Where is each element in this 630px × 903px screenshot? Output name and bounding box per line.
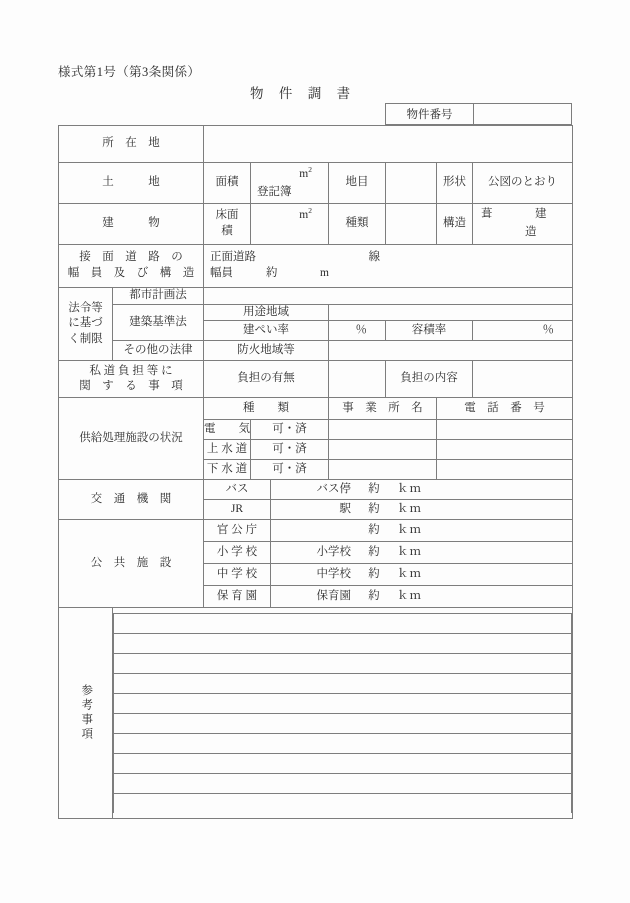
- utility-office[interactable]: [329, 440, 437, 460]
- fire-zone-label: 防火地域等: [204, 341, 329, 361]
- land-shape-value[interactable]: 公図のとおり: [473, 163, 573, 204]
- form-code: 様式第1号（第3条関係）: [58, 65, 201, 79]
- facility-kind: 官 公 庁: [204, 520, 271, 542]
- facility-approx: 約: [368, 545, 380, 558]
- location-label: 所 在 地: [59, 126, 204, 163]
- utility-status[interactable]: 可・済: [251, 440, 329, 460]
- building-standards-label: 建築基準法: [113, 304, 204, 341]
- front-road-label: 正面道路: [210, 251, 256, 264]
- notes-line-row: [114, 774, 572, 794]
- public-facilities-label: 公 共 施 設: [59, 520, 204, 608]
- building-structure-value[interactable]: [473, 204, 573, 245]
- utility-phone[interactable]: [437, 420, 573, 440]
- transit-mode: JR: [204, 500, 271, 520]
- table-row-notes: [59, 608, 573, 819]
- road-front-line: [210, 250, 566, 266]
- facility-detail[interactable]: [271, 586, 573, 608]
- utility-name: 電 気: [204, 420, 251, 440]
- notes-line-8[interactable]: [114, 754, 572, 774]
- transit-detail[interactable]: [271, 480, 573, 500]
- property-survey-table: [58, 125, 573, 819]
- location-value[interactable]: [204, 126, 573, 163]
- notes-line-7[interactable]: [114, 734, 572, 754]
- transit-mode: バス: [204, 480, 271, 500]
- structure-zo: 造: [525, 226, 537, 238]
- notes-line-row: [114, 694, 572, 714]
- transit-label: 交 通 機 関: [59, 480, 204, 520]
- notes-line-1[interactable]: [114, 614, 572, 634]
- fire-zone-value[interactable]: [329, 341, 573, 361]
- transit-detail[interactable]: [271, 500, 573, 520]
- notes-line-row: [114, 734, 572, 754]
- table-row-transit-bus: [59, 480, 573, 500]
- city-planning-label: 都市計画法: [113, 288, 204, 305]
- facility-kind: 中 学 校: [204, 564, 271, 586]
- land-area-source: 登記簿: [257, 186, 292, 198]
- notes-line-2[interactable]: [114, 634, 572, 654]
- table-row-private-road: [59, 361, 573, 398]
- utility-office[interactable]: [329, 460, 437, 480]
- table-row-building: [59, 204, 573, 245]
- land-shape-label: 形状: [437, 163, 473, 204]
- road-width-unit: m: [320, 267, 329, 279]
- road-value-cell[interactable]: [204, 245, 573, 288]
- facility-detail[interactable]: [271, 564, 573, 586]
- building-type-label: 種類: [329, 204, 386, 245]
- notes-line-row: [114, 714, 572, 734]
- use-district-value[interactable]: [329, 304, 573, 321]
- building-area-cell[interactable]: [251, 204, 329, 245]
- land-category-label: 地目: [329, 163, 386, 204]
- document-title: 物 件 調 書: [250, 86, 357, 101]
- land-label: 土 地: [59, 163, 204, 204]
- other-laws-label: その他の法律: [113, 341, 204, 361]
- facility-kind: 保 育 園: [204, 586, 271, 608]
- building-structure-label: 構造: [437, 204, 473, 245]
- table-row-use-district: [59, 304, 573, 321]
- land-area-label: 面積: [204, 163, 251, 204]
- structure-fuki: 葺: [481, 208, 493, 221]
- land-area-cell[interactable]: [251, 163, 329, 204]
- burden-exists-label: 負担の有無: [204, 361, 329, 398]
- city-planning-value[interactable]: [204, 288, 573, 305]
- facility-unit: ｋｍ: [397, 523, 422, 536]
- transit-approx: 約: [368, 502, 380, 515]
- notes-label-cell: [59, 608, 113, 819]
- land-area-unit: $m^2$: [299, 164, 312, 180]
- property-number-box: [385, 103, 572, 125]
- land-category-value[interactable]: [386, 163, 437, 204]
- facility-detail[interactable]: [271, 520, 573, 542]
- facility-approx: 約: [368, 523, 380, 536]
- table-row-city-planning: [59, 288, 573, 305]
- transit-unit: ｋｍ: [397, 482, 422, 495]
- table-row-road: [59, 245, 573, 288]
- notes-label: 参考事項: [80, 684, 93, 743]
- table-row-facility-government: [59, 520, 573, 542]
- property-number-value[interactable]: [474, 104, 571, 124]
- utility-phone[interactable]: [437, 440, 573, 460]
- facility-approx: 約: [368, 567, 380, 580]
- property-number-label: 物件番号: [386, 104, 474, 124]
- notes-line-row: [114, 674, 572, 694]
- facility-name: 保育園: [316, 589, 351, 602]
- facility-unit: ｋｍ: [397, 589, 422, 602]
- notes-line-row: [114, 754, 572, 774]
- notes-line-row: [114, 614, 572, 634]
- utility-name: 上 水 道: [204, 440, 251, 460]
- utility-status[interactable]: 可・済: [251, 420, 329, 440]
- transit-stop-name: バス停: [316, 482, 351, 495]
- building-label: 建 物: [59, 204, 204, 245]
- notes-line-6[interactable]: [114, 714, 572, 734]
- facility-kind: 小 学 校: [204, 542, 271, 564]
- facility-name: 中学校: [316, 567, 351, 580]
- facility-unit: ｋｍ: [397, 545, 422, 558]
- use-district-label: 用途地域: [204, 304, 329, 321]
- notes-line-10[interactable]: [114, 794, 572, 814]
- building-area-unit: $m^2$: [299, 205, 312, 221]
- facility-approx: 約: [368, 589, 380, 602]
- facility-detail[interactable]: [271, 542, 573, 564]
- structure-ken: 建: [535, 208, 547, 221]
- road-label: 接 面 道 路 の 幅 員 及 び 構 造: [59, 245, 204, 288]
- road-width-line: [210, 266, 566, 282]
- private-road-label: 私 道 負 担 等 に 関 す る 事 項: [59, 361, 204, 398]
- utility-office[interactable]: [329, 420, 437, 440]
- road-width-label: 幅員: [210, 267, 233, 279]
- floor-area-ratio-label: 容積率: [386, 321, 473, 341]
- utilities-type-header: 種 類: [204, 398, 329, 420]
- burden-exists-value[interactable]: [329, 361, 386, 398]
- road-width-approx: 約: [266, 267, 278, 279]
- utilities-office-header: 事 業 所 名: [329, 398, 437, 420]
- facility-name: 小学校: [316, 545, 351, 558]
- notes-lines-table: [113, 613, 572, 813]
- notes-line-row: [114, 634, 572, 654]
- facility-unit: ｋｍ: [397, 567, 422, 580]
- table-row-land: [59, 163, 573, 204]
- notes-area: [113, 608, 573, 819]
- utilities-phone-header: 電 話 番 号: [437, 398, 573, 420]
- utility-name: 下 水 道: [204, 460, 251, 480]
- table-row-fire-zone: [59, 341, 573, 361]
- coverage-ratio-label: 建ぺい率: [204, 321, 329, 341]
- legal-label: 法令等 に基づ く制限: [59, 288, 113, 361]
- notes-line-9[interactable]: [114, 774, 572, 794]
- utility-status[interactable]: 可・済: [251, 460, 329, 480]
- front-road-suffix: 線: [368, 251, 380, 264]
- notes-line-row: [114, 654, 572, 674]
- utility-phone[interactable]: [437, 460, 573, 480]
- burden-detail-value[interactable]: [473, 361, 573, 398]
- building-type-value[interactable]: [386, 204, 437, 245]
- transit-unit: ｋｍ: [397, 502, 422, 515]
- notes-line-4[interactable]: [114, 674, 572, 694]
- transit-stop-name: 駅: [339, 502, 351, 515]
- notes-line-5[interactable]: [114, 694, 572, 714]
- coverage-ratio-value[interactable]: ％: [329, 321, 386, 341]
- table-row-location: [59, 126, 573, 163]
- floor-area-ratio-value[interactable]: ％: [473, 321, 573, 341]
- table-row-utilities-header: [59, 398, 573, 420]
- notes-line-row: [114, 794, 572, 814]
- notes-line-3[interactable]: [114, 654, 572, 674]
- building-floor-area-label: 床面 積: [204, 204, 251, 245]
- burden-detail-label: 負担の内容: [386, 361, 473, 398]
- transit-approx: 約: [368, 482, 380, 495]
- utilities-label: 供給処理施設の状況: [59, 398, 204, 480]
